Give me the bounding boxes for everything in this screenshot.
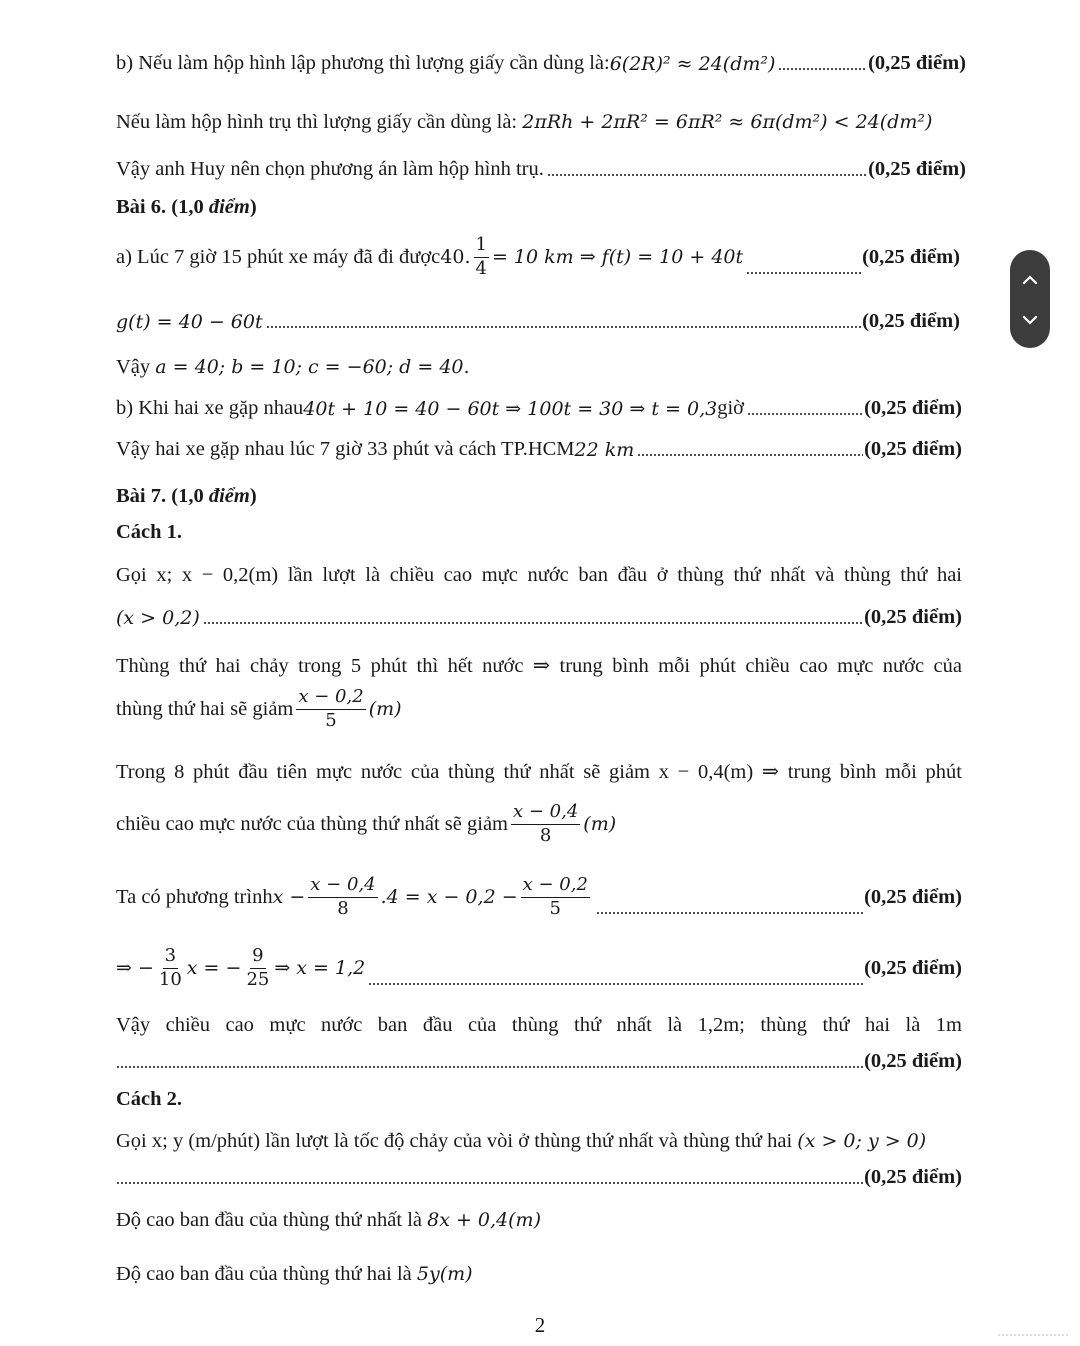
- math: 40.: [440, 246, 471, 269]
- fraction: [157, 947, 184, 990]
- points: (0,25 điểm): [864, 956, 962, 979]
- text: a) Lúc 7 giờ 15 phút xe máy đã đi được: [116, 245, 441, 268]
- denominator: 5: [549, 897, 561, 919]
- line-b5c: [116, 158, 966, 181]
- line-c1f: [116, 803, 966, 846]
- numerator: 1: [474, 236, 489, 258]
- page-nav-control[interactable]: [1010, 250, 1050, 348]
- line-c2d: [116, 1263, 966, 1286]
- math: 40t + 10 = 40 − 60t ⇒ 100t = 30 ⇒ t = 0,3: [303, 397, 718, 420]
- page-corner-mark: [998, 1334, 1068, 1346]
- numerator: x − 0,4: [308, 876, 377, 898]
- math: ⇒ x = 1,2: [274, 957, 366, 980]
- math: 22 km: [574, 438, 635, 461]
- line-b6g: [116, 310, 960, 333]
- fraction: [308, 876, 377, 919]
- fraction: [474, 236, 489, 279]
- text: b) Khi hai xe gặp nhau: [116, 397, 304, 419]
- leader-dots: [596, 912, 863, 914]
- denominator: 10: [158, 968, 182, 990]
- line-c1c: Thùng thứ hai chảy trong 5 phút thì hết nước ⇒ trung bình mỗi phút chiều cao mực nước của: [116, 655, 962, 677]
- heading-text: Bài 6. (1,0: [116, 196, 209, 218]
- leader-dots: [116, 1182, 863, 1184]
- fraction: [511, 803, 580, 846]
- numerator: 3: [163, 947, 178, 969]
- math: ⇒ −: [116, 957, 154, 980]
- numerator: 9: [250, 947, 265, 969]
- math: x = −: [186, 957, 242, 980]
- text: Gọi x; y (m/phút) lần lượt là tốc độ chảy của vòi ở thùng thứ nhất và thùng thứ hai: [116, 1130, 798, 1152]
- points: (0,25 điểm): [862, 245, 960, 268]
- leader-dots: [747, 413, 863, 415]
- heading-italic: điểm: [208, 485, 250, 507]
- math: = 10 km ⇒ f(t) = 10 + 40t: [491, 246, 744, 269]
- math: g(t) = 40 − 60t: [116, 310, 263, 333]
- math: .4 = x − 0,2 −: [380, 886, 518, 909]
- line-c1j: [116, 1050, 962, 1073]
- line-b6a: [116, 236, 960, 279]
- points: (0,25 điểm): [864, 1166, 962, 1188]
- heading-text: Bài 7. (1,0: [116, 485, 209, 507]
- line-b6c: [116, 438, 962, 461]
- leader-dots: [368, 983, 863, 985]
- text: Vậy hai xe gặp nhau lúc 7 giờ 33 phút và cách TP.HCM: [116, 438, 575, 460]
- math: 6(2R)² ≈ 24(dm²): [609, 52, 776, 75]
- fraction: [521, 876, 590, 919]
- math: (x > 0,2): [116, 606, 200, 629]
- text: giờ: [717, 397, 744, 419]
- numerator: x − 0,2: [521, 876, 590, 898]
- points: (0,25 điểm): [862, 310, 960, 332]
- text: Nếu làm hộp hình trụ thì lượng giấy cần dùng là:: [116, 111, 523, 133]
- denominator: 5: [325, 709, 337, 731]
- line-b5a: [116, 52, 966, 75]
- fraction: [296, 688, 365, 731]
- heading-italic: điểm: [208, 196, 250, 218]
- heading-bai6: [116, 196, 966, 219]
- heading-cach2: Cách 2.: [116, 1088, 183, 1110]
- text: Vậy anh Huy nên chọn phương án làm hộp hình trụ.: [116, 158, 544, 180]
- text: b) Nếu làm hộp hình lập phương thì lượng giấy cần dùng là:: [116, 52, 610, 74]
- line-c1h: [116, 947, 962, 990]
- points: (0,25 điểm): [864, 438, 962, 460]
- line-b6b: [116, 397, 962, 420]
- leader-dots: [778, 68, 867, 70]
- math: 2πRh + 2πR² = 6πR² ≈ 6π(dm²) < 24(dm²): [522, 111, 933, 133]
- line-b5b: [116, 111, 966, 134]
- text: chiều cao mực nước của thùng thứ nhất sẽ giảm: [116, 812, 508, 835]
- points: (0,25 điểm): [864, 397, 962, 419]
- line-c1d: [116, 688, 966, 731]
- leader-dots: [203, 622, 863, 624]
- leader-dots: [116, 1066, 863, 1068]
- math: x −: [272, 886, 306, 909]
- heading-close: ): [249, 485, 257, 507]
- points: (0,25 điểm): [868, 158, 966, 180]
- line-c2c: [116, 1209, 966, 1232]
- text: Độ cao ban đầu của thùng thứ nhất là: [116, 1209, 428, 1231]
- unit: (m): [583, 813, 617, 836]
- math: (x > 0; y > 0): [797, 1130, 927, 1152]
- leader-dots: [547, 174, 867, 176]
- heading-bai7: [116, 485, 966, 508]
- line-b6v: [116, 356, 966, 379]
- fraction: [244, 947, 271, 990]
- leader-dots: [746, 272, 861, 274]
- math: a = 40; b = 10; c = −60; d = 40.: [155, 356, 470, 378]
- numerator: x − 0,2: [296, 688, 365, 710]
- points: (0,25 điểm): [864, 1050, 962, 1072]
- leader-dots: [637, 454, 863, 456]
- leader-dots: [266, 326, 861, 328]
- heading-cach1: Cách 1.: [116, 521, 183, 543]
- math: 5y(m): [416, 1263, 473, 1285]
- denominator: 25: [246, 968, 270, 990]
- math: 8x + 0,4(m): [427, 1209, 541, 1231]
- points: (0,25 điểm): [864, 885, 962, 908]
- line-c1g: [116, 876, 962, 919]
- text: Ta có phương trình: [116, 885, 273, 908]
- text: Độ cao ban đầu của thùng thứ hai là: [116, 1263, 417, 1285]
- line-c1e: Trong 8 phút đầu tiên mực nước của thùng thứ nhất sẽ giảm x − 0,4(m) ⇒ trung bình mỗi phút: [116, 761, 962, 783]
- points: (0,25 điểm): [864, 606, 962, 628]
- line-c1a: Gọi x; x − 0,2(m) lần lượt là chiều cao mực nước ban đầu ở thùng thứ nhất và thùng thứ hai: [116, 564, 962, 586]
- line-c1b: [116, 606, 962, 629]
- line-c1i: Vậy chiều cao mực nước ban đầu của thùng thứ nhất là 1,2m; thùng thứ hai là 1m: [116, 1014, 962, 1036]
- page-number: 2: [534, 1313, 546, 1337]
- numerator: x − 0,4: [511, 803, 580, 825]
- text: Vậy: [116, 356, 156, 378]
- denominator: 8: [337, 897, 349, 919]
- chevron-down-icon[interactable]: [1010, 296, 1050, 342]
- denominator: 8: [539, 824, 552, 846]
- unit: (m): [368, 698, 402, 721]
- text: thùng thứ hai sẽ giảm: [116, 697, 294, 720]
- heading-close: ): [249, 196, 257, 218]
- points: (0,25 điểm): [868, 52, 966, 74]
- denominator: 4: [475, 257, 487, 279]
- line-c2b: [116, 1166, 962, 1189]
- line-c2a: [116, 1130, 966, 1153]
